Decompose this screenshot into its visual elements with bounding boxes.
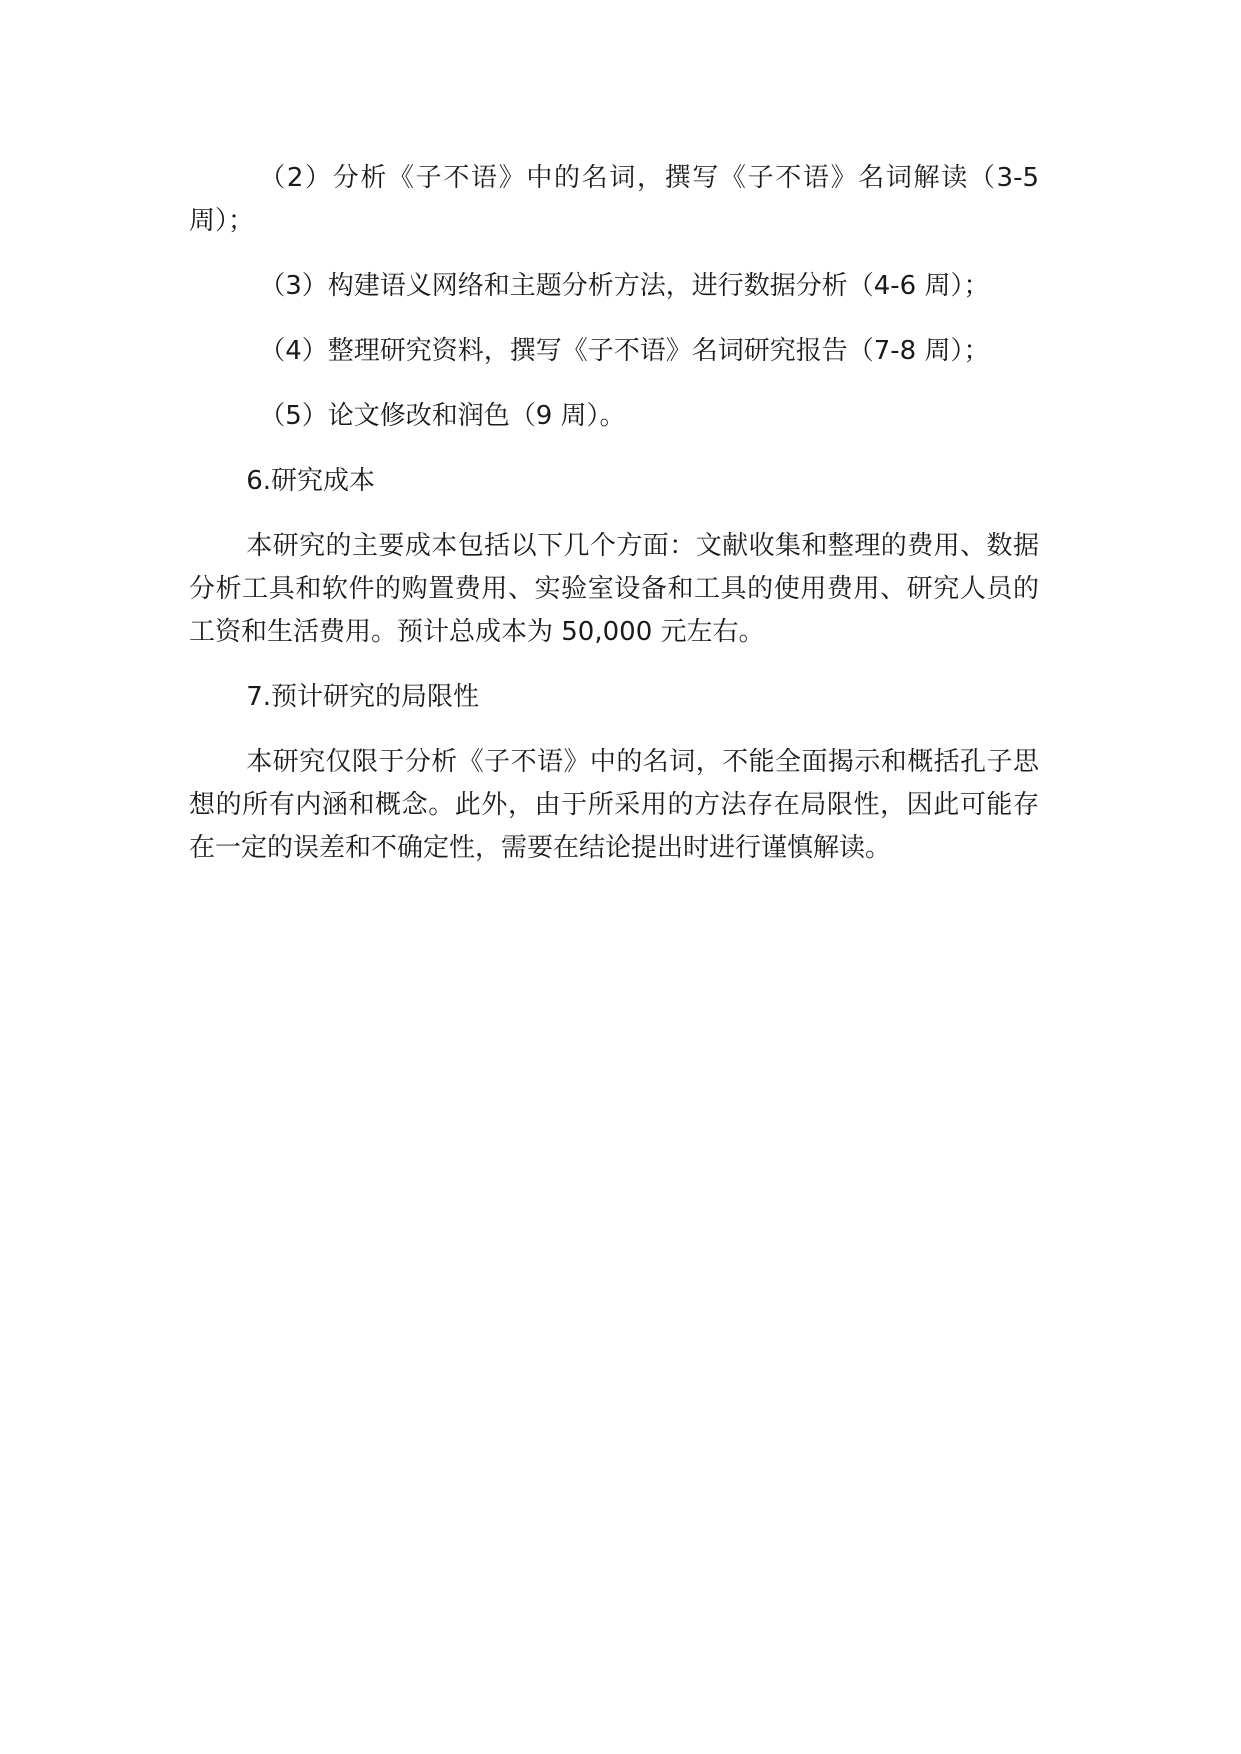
schedule-item-5: （5）论文修改和润色（9 周）。 (259, 401, 626, 431)
schedule-item-3: （3）构建语义网络和主题分析方法，进行数据分析（4-6 周）； (259, 271, 990, 301)
section-7-heading: 7.预计研究的局限性 (246, 682, 479, 712)
section-6-paragraph: 本研究的主要成本包括以下几个方面：文献收集和整理的费用、数据分析工具和软件的购置费用、实验室设备和工具的使用费用、研究人员的工资和生活费用。预计总成本为 50,000 元左右。 (189, 531, 1039, 647)
section-7-paragraph: 本研究仅限于分析《子不语》中的名词，不能全面揭示和概括孔子思想的所有内涵和概念。此外，由于所采用的方法存在局限性，因此可能存在一定的误差和不确定性，需要在结论提出时进行谨慎解读。 (189, 747, 1039, 863)
schedule-item-2: （2）分析《子不语》中的名词，撰写《子不语》名词解读（3-5周）； (189, 163, 1039, 236)
schedule-item-4: （4）整理研究资料，撰写《子不语》名词研究报告（7-8 周）； (259, 336, 990, 366)
document-content (189, 157, 1039, 892)
section-6-heading: 6.研究成本 (246, 466, 375, 496)
